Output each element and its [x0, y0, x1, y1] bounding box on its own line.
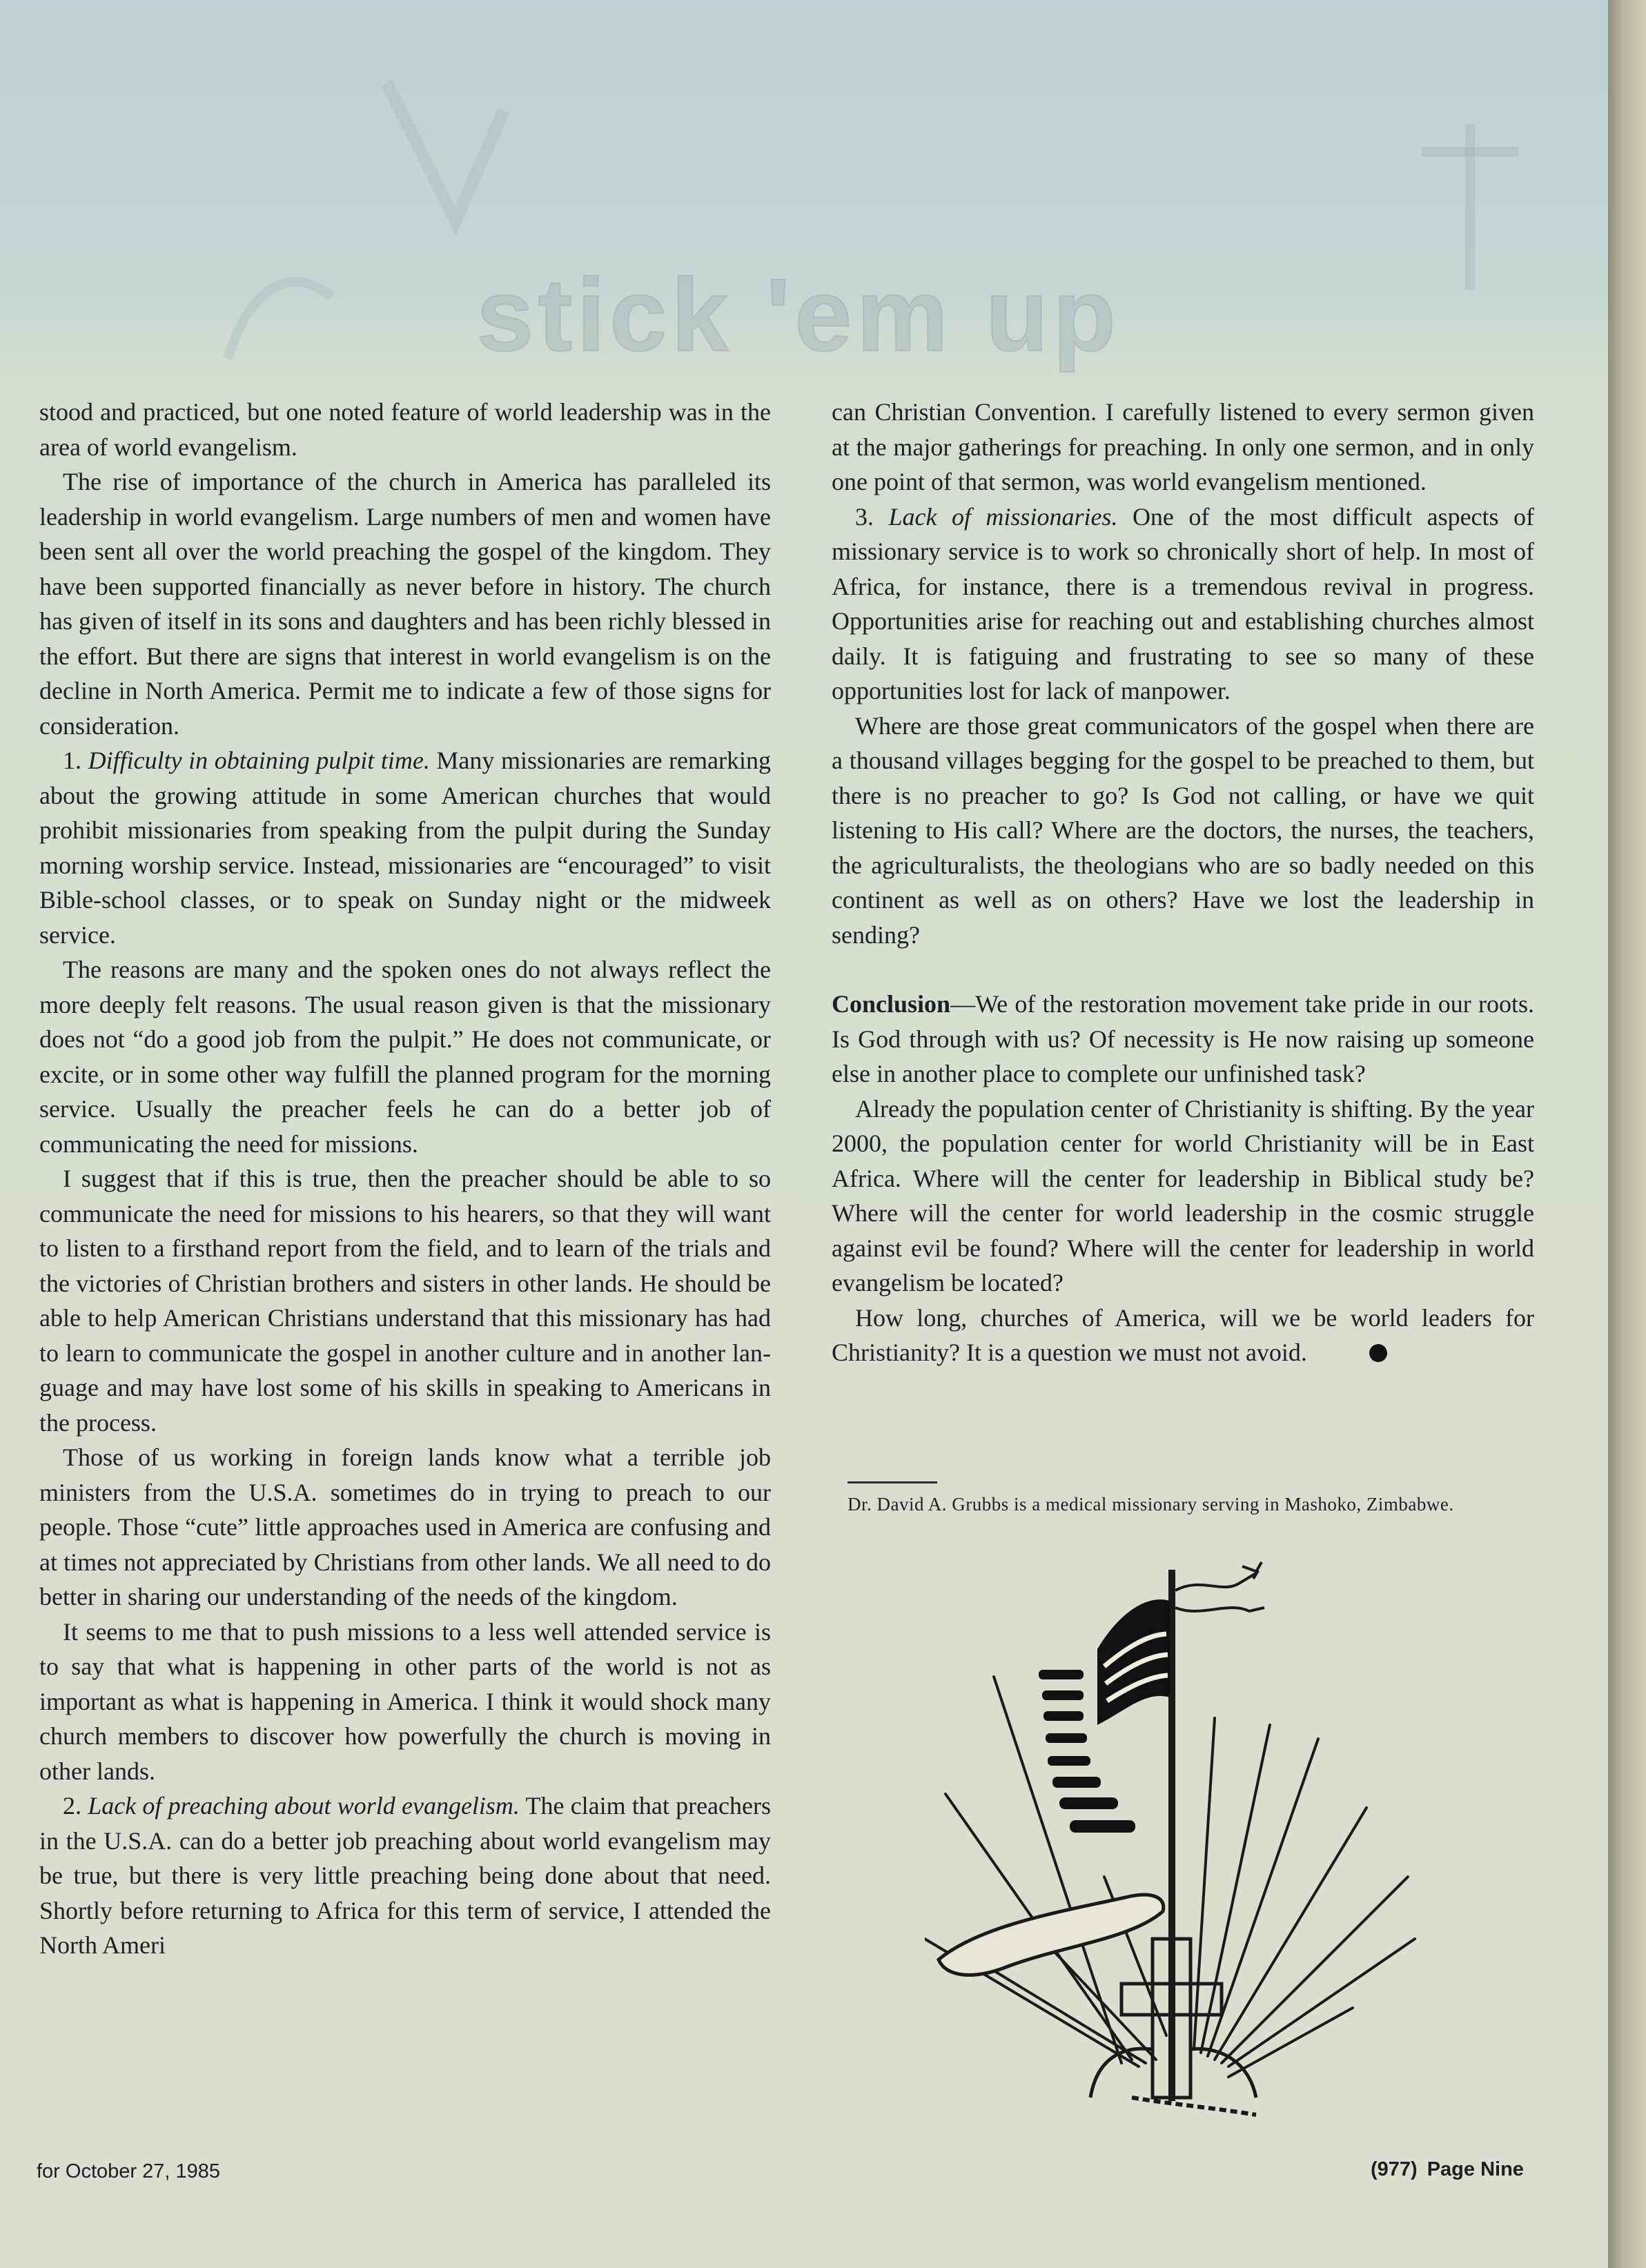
header-ghost-title: stick 'em up — [476, 257, 1120, 373]
paragraph: Those of us working in foreign lands know what a terrible job ministers from the U.S.A. sometimes do in trying to preach to our people. Those “cute” little approaches used in America are confusing and at times not appreciated by Christians from other lands. We all need to do better in sharing our understanding of the needs of the kingdom. — [39, 1443, 771, 1610]
page-label: Page Nine — [1427, 2158, 1524, 2180]
final-text: How long, churches of America, will we be world leaders for Christianity? It is a question we must not avoid. — [832, 1303, 1534, 1366]
point-heading: Difficulty in obtaining pulpit time. — [88, 747, 430, 774]
final-paragraph — [832, 1301, 1534, 1370]
paragraph: It seems to me that to push missions to a less well attended service is to say that what is happening in other parts of the world is not as important as what is happening in America. I think it would shock many church members to discover how powerfully the church is moving in other lands. — [39, 1617, 771, 1785]
point-text: The claim that preachers in the U.S.A. can do a better job preaching about world evangelism may be true, but there is very little preaching being done about that need. Shortly before returning to Africa for this term of service, I attended the North Ameri — [39, 1792, 771, 1959]
conclusion-paragraph — [832, 987, 1534, 1092]
paragraph: can Christian Convention. I carefully listened to every sermon given at the major gatherings for preaching. In only one sermon, and in only one point of that sermon, was world evangelism mentioned. — [832, 398, 1534, 495]
paragraph: Where are those great communicators of the gospel when there are a thousand villages begging for the gospel to be preached to them, but there is no preacher to go? Is God not calling, or have we quit listening to His call? Where are the doctors, the nurses, the teachers, the agriculturalists, the theologians who are so badly needed on this continent as well as on others? Have we lost the leadership in sending? — [832, 711, 1534, 949]
byline-divider — [848, 1481, 937, 1483]
author-byline: Dr. David A. Grubbs is a medical missionary serving in Mashoko, Zimbabwe. — [848, 1494, 1454, 1515]
paragraph: The rise of importance of the church in America has paralleled its leadership in world evangelism. Large numbers of men and women have been sent all over the world preaching the gospel of the kingdom. They have been supported financially as never before in history. The church has given of itself in its sons and daughters and has been richly blessed in the effort. But there are signs that interest in world evangelism is on the decline in North America. Permit me to indicate a few of those signs for consideration. — [39, 468, 771, 740]
point-text: Many missionaries are remarking about the growing attitude in some American churches that would prohibit missionaries from speaking from the pulpit during the Sunday morning worship service. Instead, missionaries are “encouraged” to visit Bible-school classes, or to speak on Sunday night or the midweek service. — [39, 747, 771, 949]
paragraph: Already the population center of Christianity is shifting. By the year 2000, the population center for world Christianity will be in East Africa. Where will the center for leadership in Biblical study be? Where will the center for world leadership in the cosmic struggle against evil be found? Where will the center for leadership in world evangelism be located? — [832, 1094, 1534, 1296]
point-text: One of the most difficult aspects of missionary service is to work so chronically short of help. In most of Africa, for instance, there is a tremendous revival in progress. Opportunities arise for reaching out and establishing churches almost daily. It is fatiguing and frustrating to see so many of these opportunities lost for lack of manpower. — [832, 502, 1535, 704]
conclusion-label: Conclusion — [832, 990, 951, 1018]
header-artwork — [0, 0, 1608, 386]
issue-page-number: (977) — [1371, 2158, 1418, 2180]
numbered-point-3 — [832, 500, 1534, 709]
point-number: 1. — [63, 747, 81, 774]
paragraph: The reasons are many and the spoken ones do not always reflect the more deeply felt reasons. The usual reason given is that the missionary does not “do a good job from the pulpit.” He does not communicate, or excite, or in some other way fulfill the planned program for the morning service. Usually the preacher feels he can do a better job of communicating the need for missions. — [39, 956, 771, 1158]
end-mark-icon — [1369, 1344, 1387, 1362]
issue-date: for October 27, 1985 — [37, 2160, 220, 2182]
flag-and-cross-with-sunrays-icon — [925, 1552, 1429, 2118]
point-heading: Lack of preaching about world evangelism. — [88, 1792, 520, 1820]
numbered-point-2 — [39, 1788, 771, 1963]
paragraph: I suggest that if this is true, then the preacher should be able to so communicate the need for missions to his hearers, so that they will want to listen to a firsthand report from the field, and to learn of the trials and the victories of Christian brothers and sisters in other lands. He should be able to help American Christians understand that this missionary has had to learn to communicate the gospel in another culture and in another language and may have lost some of his skills in speaking to Americans in the process. — [39, 1165, 771, 1437]
right-text-column — [832, 395, 1534, 1370]
page-binding-edge — [1608, 0, 1646, 2268]
conclusion-text: —We of the restoration movement take pride in our roots. Is God through with us? Of necessity is He now raising up someone else in another place to complete our unfinished task? — [832, 990, 1534, 1087]
page-number — [1361, 2158, 1524, 2181]
paragraph: stood and practiced, but one noted feature of world leadership was in the area of world evangelism. — [39, 398, 771, 461]
point-heading: Lack of missionaries. — [888, 502, 1118, 531]
left-text-column — [39, 395, 771, 1963]
numbered-point-1 — [39, 743, 771, 952]
point-number: 2. — [63, 1792, 81, 1820]
point-number: 3. — [855, 502, 874, 531]
